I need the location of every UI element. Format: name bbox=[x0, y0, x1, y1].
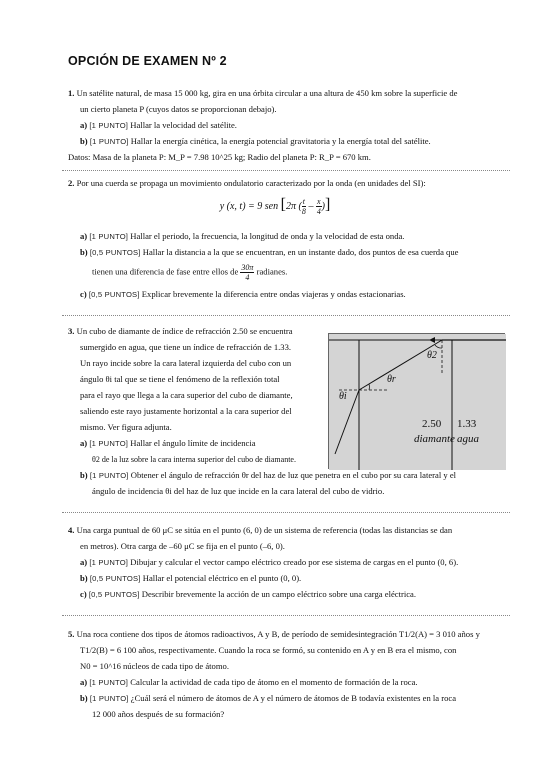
q4-line-1 bbox=[68, 523, 452, 538]
q3-a-points: [1 PUNTO] bbox=[89, 439, 129, 448]
eq-frac-t: $\frac{t}{8}$ bbox=[301, 197, 306, 217]
eq-lhs: y (x, t) = 9 sen bbox=[219, 201, 279, 212]
q2-a-points: [1 PUNTO] bbox=[89, 232, 129, 241]
divider bbox=[62, 170, 510, 171]
q3-part-b bbox=[80, 468, 456, 483]
thetar-label: θr bbox=[387, 374, 396, 385]
q2-b-text-1: Hallar la distancia a la que se encuentran, en un instante dado, dos puntos de esa cuerda que bbox=[142, 247, 459, 257]
q4-a-points: [1 PUNTO] bbox=[89, 558, 129, 567]
q3-b-text-1: Obtener el ángulo de refracción θr del haz de luz que penetra en el cubo por su cara lateral y el bbox=[130, 470, 457, 480]
q2-number: 2. bbox=[68, 178, 75, 188]
q2-line-1 bbox=[68, 176, 426, 191]
q4-part-c bbox=[80, 587, 416, 602]
q3-text: saliendo este rayo justamente horizontal a la cara superior del bbox=[80, 406, 292, 416]
q5-a-points: [1 PUNTO] bbox=[89, 678, 129, 687]
q5-b-text-2: 12 000 años después de su formación? bbox=[92, 709, 225, 719]
q3-b-label: b) bbox=[80, 470, 88, 480]
q1-datos: Datos: Masa de la planeta P: M_P = 7.98 10^25 kg; Radio del planeta P: R_P = 670 km. bbox=[68, 152, 371, 162]
q2-b-text-3: radianes. bbox=[256, 266, 288, 277]
medium-water: agua bbox=[457, 433, 479, 445]
q2-c-text: Explicar brevemente la diferencia entre ondas viajeras y ondas estacionarias. bbox=[141, 289, 406, 299]
q5-line-1 bbox=[68, 627, 480, 642]
q4-a-label: a) bbox=[80, 557, 88, 567]
q4-text-1: Una carga puntual de 60 μC se sitúa en el punto (6, 0) de un sistema de referencia (todas las distancias se dan bbox=[76, 525, 453, 535]
q5-part-a bbox=[80, 675, 418, 690]
q2-c-label: c) bbox=[80, 289, 87, 299]
q3-a-text-1: Hallar el ángulo límite de incidencia bbox=[130, 438, 256, 448]
q3-line-1 bbox=[68, 324, 293, 339]
q5-text-3: N0 = 10^16 núcleos de cada tipo de átomo. bbox=[80, 661, 229, 671]
q2-part-a bbox=[80, 229, 404, 244]
divider bbox=[62, 615, 510, 616]
q1-part-a bbox=[80, 118, 237, 133]
q1-number: 1. bbox=[68, 88, 75, 98]
q5-part-b bbox=[80, 691, 456, 706]
q4-c-label: c) bbox=[80, 589, 87, 599]
medium-diamond: diamante bbox=[414, 433, 455, 445]
q3-text: ángulo θi tal que se tiene el fenómeno de la reflexión total bbox=[80, 374, 280, 384]
q3-text: Un cubo de diamante de índice de refracción 2.50 se encuentra bbox=[76, 326, 293, 336]
q1-text-1: Un satélite natural, de masa 15 000 kg, gira en una órbita circular a una altura de 450 km sobre la superficie de bbox=[76, 88, 458, 98]
q1-part-b bbox=[80, 134, 431, 149]
page-title: OPCIÓN DE EXAMEN Nº 2 bbox=[68, 54, 227, 68]
thetai-label: θi bbox=[339, 391, 347, 402]
q2-part-b bbox=[80, 245, 458, 260]
index-diamond: 2.50 bbox=[422, 418, 442, 430]
q2-a-text: Hallar el periodo, la frecuencia, la longitud de onda y la velocidad de esta onda. bbox=[130, 231, 405, 241]
refraction-diagram bbox=[329, 334, 506, 470]
eq-frac-x: $\frac{x}{4}$ bbox=[316, 197, 321, 217]
q4-b-label: b) bbox=[80, 573, 88, 583]
q5-number: 5. bbox=[68, 629, 75, 639]
q5-text-2: T1/2(B) = 6 100 años, respectivamente. Cuando la roca se formó, su contenido en A y en B era el mismo, con bbox=[80, 645, 457, 655]
divider bbox=[62, 315, 510, 316]
q1-line-1 bbox=[68, 86, 457, 101]
q1-b-text: Hallar la energía cinética, la energía potencial gravitatoria y la energía total del satélite. bbox=[130, 136, 431, 146]
q2-equation: y (x, t) = 9 sen [2π ( $\frac{t}{8}$ – $\frac{x}{4}$ )] bbox=[219, 196, 331, 217]
q2-b-fraction: $\frac{30\pi}{4}$ bbox=[241, 263, 254, 282]
q3-a-label: a) bbox=[80, 438, 88, 448]
q4-part-b bbox=[80, 571, 301, 586]
q4-b-text: Hallar el potencial eléctrico en el punto (0, 0). bbox=[142, 573, 302, 583]
q5-a-text: Calcular la actividad de cada tipo de átomo en el momento de formación de la roca. bbox=[130, 677, 418, 687]
q2-c-points: [0,5 PUNTOS] bbox=[88, 290, 140, 299]
eq-mid: 2π ( bbox=[285, 201, 302, 212]
q1-a-label: a) bbox=[80, 120, 88, 130]
q1-b-label: b) bbox=[80, 136, 88, 146]
index-water: 1.33 bbox=[457, 418, 477, 430]
q4-text-2: en metros). Otra carga de –60 μC se fija en el punto (–6, 0). bbox=[80, 541, 285, 551]
q5-a-label: a) bbox=[80, 677, 88, 687]
divider bbox=[62, 512, 510, 513]
q3-b-text-2: ángulo de incidencia θi del haz de luz que incide en la cara lateral del cubo de vidrio. bbox=[92, 486, 385, 496]
theta2-label: θ2 bbox=[427, 350, 437, 361]
q4-c-points: [0,5 PUNTOS] bbox=[88, 590, 140, 599]
q3-text: Un rayo incide sobre la cara lateral izquierda del cubo con un bbox=[80, 358, 292, 368]
q2-part-c bbox=[80, 287, 406, 302]
q1-a-text: Hallar la velocidad del satélite. bbox=[130, 120, 237, 130]
q4-number: 4. bbox=[68, 525, 75, 535]
q2-b-label: b) bbox=[80, 247, 88, 257]
q5-b-label: b) bbox=[80, 693, 88, 703]
q4-b-points: [0,5 PUNTOS] bbox=[89, 574, 141, 583]
q5-b-points: [1 PUNTO] bbox=[89, 694, 129, 703]
q2-part-b-2 bbox=[92, 263, 287, 282]
q5-b-text-1: ¿Cuál será el número de átomos de A y el número de átomos de B todavía existentes en la roca bbox=[130, 693, 457, 703]
q3-b-points: [1 PUNTO] bbox=[89, 471, 129, 480]
q3-part-a bbox=[80, 436, 256, 451]
q2-text-1: Por una cuerda se propaga un movimiento ondulatorio caracterizado por la onda (en unidades del SI): bbox=[76, 178, 426, 188]
q1-text-2: un cierto planeta P (cuyos datos se proporcionan debajo). bbox=[80, 104, 277, 114]
q1-a-points: [1 PUNTO] bbox=[89, 121, 129, 130]
q4-a-text: Dibujar y calcular el vector campo eléctrico creado por ese sistema de cargas en el punto (0, 6). bbox=[130, 557, 459, 567]
q3-text: mismo. Ver figura adjunta. bbox=[80, 422, 172, 432]
q4-part-a bbox=[80, 555, 458, 570]
q3-text: para el rayo que llega a la cara superior del cubo de diamante, bbox=[80, 390, 293, 400]
refraction-figure bbox=[328, 333, 505, 469]
q3-number: 3. bbox=[68, 326, 75, 336]
q5-text-1: Una roca contiene dos tipos de átomos radioactivos, A y B, de período de semidesintegración T1/2(A) = 3 010 años y bbox=[76, 629, 480, 639]
q3-text: sumergido en agua, que tiene un índice de refracción de 1.33. bbox=[80, 342, 292, 352]
q2-a-label: a) bbox=[80, 231, 88, 241]
q2-b-text-2: tienen una diferencia de fase entre ellos de bbox=[92, 266, 239, 277]
q2-b-points: [0,5 PUNTOS] bbox=[89, 248, 141, 257]
q1-b-points: [1 PUNTO] bbox=[89, 137, 129, 146]
q4-c-text: Describir brevemente la acción de un campo eléctrico sobre una carga eléctrica. bbox=[141, 589, 417, 599]
q3-a-text-2: θ2 de la luz sobre la cara interna superior del cubo de diamante. bbox=[92, 455, 296, 464]
